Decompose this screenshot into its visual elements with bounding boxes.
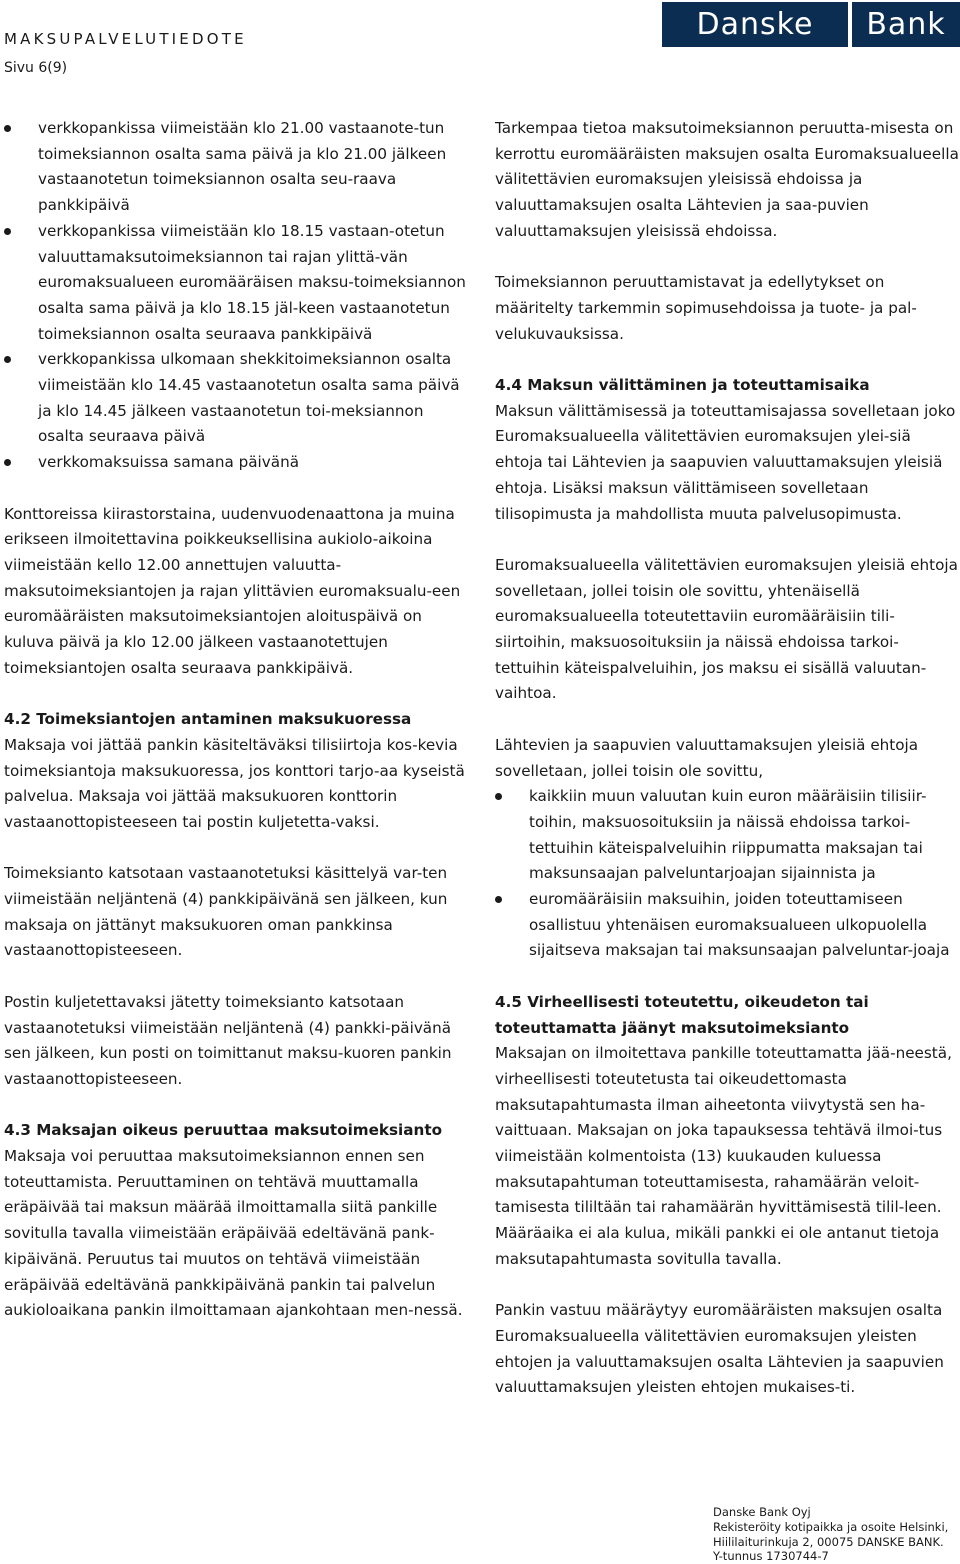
- paragraph: Pankin vastuu määräytyy euromääräisten maksujen osalta Euromaksualueella välitettävien euromaksujen yleisten ehtojen ja valuuttamaksujen osalta Lähtevien ja saapuvien valuuttamaksujen yleisten ehtojen mukaises-ti.: [495, 1301, 944, 1397]
- right-column: [495, 116, 959, 1401]
- paragraph: Tarkempaa tietoa maksutoimeksiannon peruutta-misesta on kerrottu euromääräisten maksujen osalta Euromaksualueella välitettävien euromaksujen yleisissä ehdoissa ja valuuttamaksujen osalta Lähtevien ja saa-puvien valuuttamaksujen yleisissä ehdoissa.: [495, 119, 959, 240]
- section-heading-4-3: 4.3 Maksajan oikeus peruuttaa maksutoimeksianto: [4, 1121, 443, 1140]
- paragraph: Postin kuljetettavaksi jätetty toimeksianto katsotaan vastaanotetuksi viimeistään neljäntenä (4) pankki-päivänä sen jälkeen, kun posti on toimittanut maksu-kuoren pankin vastaanottopisteeseen.: [4, 992, 452, 1088]
- page-footer: [713, 1505, 960, 1564]
- paragraph: Lähtevien ja saapuvien valuuttamaksujen yleisiä ehtoja sovelletaan, jollei toisin ole sovittu,: [495, 735, 919, 780]
- section-heading-4-2: 4.2 Toimeksiantojen antaminen maksukuoressa: [4, 710, 412, 729]
- paragraph: Toimeksiannon peruuttamistavat ja edellytykset on määritelty tarkemmin sopimusehdoissa ja tuote- ja pal-velukuvauksissa.: [495, 273, 917, 343]
- footer-line: Y-tunnus 1730744-7: [713, 1549, 829, 1564]
- paragraph: Maksun välittämisessä ja toteuttamisajassa sovelletaan joko Euromaksualueella välitettävien euromaksujen ylei-siä ehtoja tai Lähtevien ja saapuvien valuuttamaksujen yleisiä ehtoja. Lisäksi maksun välittämiseen sovelletaan tilisopimusta ja mahdollista muuta palvelusopimusta.: [495, 401, 956, 523]
- cutoff-time-list: [4, 116, 474, 476]
- paragraph: Konttoreissa kiirastorstaina, uudenvuodenaattona ja muina erikseen ilmoitettavina poikkeuksellisina aukiolo-aikoina viimeistään kello 12.00 annettujen valuutta-maksutoimeksiantojen ja rajan ylittävien euromaksualu-een euromääräisten maksutoimeksiantojen aloituspäivä on kuluva päivä ja klo 12.00 jälkeen vastaanotettujen toimeksiantojen osalta seuraava pankkipäivä.: [4, 504, 461, 677]
- list-item: verkkopankissa viimeistään klo 21.00 vastaanote-tun toimeksiannon osalta sama päivä ja klo 21.00 jälkeen vastaanotetun toimeksiannon osalta seu-raava pankkipäivä: [4, 116, 474, 219]
- footer-company: Danske Bank Oyj: [713, 1505, 811, 1519]
- paragraph: Maksaja voi jättää pankin käsiteltäväksi tilisiirtoja kos-kevia toimeksiantoja maksukuoressa, jos konttori tarjo-aa kyseistä palvelua. Maksaja voi jättää maksukuoren konttorin vastaanottopisteeseen tai postin kuljetetta-vaksi.: [4, 735, 465, 831]
- list-item: verkkopankissa viimeistään klo 18.15 vastaan-otetun valuuttamaksutoimeksiannon tai rajan ylittä-vän euromaksualueen euromääräisen maksu-toimeksiannon osalta sama päivä ja klo 18.15 jäl-keen vastaanotetun toimeksiannon osalta seuraava pankkipäivä: [4, 219, 474, 348]
- logo-bank-block: Bank: [852, 2, 960, 47]
- rules-scope-list: [495, 784, 959, 964]
- paragraph: Toimeksianto katsotaan vastaanotetuksi käsittelyä var-ten viimeistään neljäntenä (4) pankkipäivänä sen jälkeen, kun maksaja on jättänyt maksukuoren oman pankkinsa vastaanottopisteeseen.: [4, 864, 448, 960]
- section-heading-4-5: [495, 990, 959, 1041]
- section-heading-line: 4.5 Virheellisesti toteutettu, oikeudeton tai: [495, 992, 869, 1011]
- paragraph: Maksaja voi peruuttaa maksutoimeksiannon ennen sen toteuttamista. Peruuttaminen on tehtävä muuttamalla eräpäivää tai maksun määrää ilmoittamalla siitä pankille sovitulla tavalla viimeistään eräpäivää edeltävänä pank-kipäivänä. Peruutus tai muutos on tehtävä viimeistään eräpäivää edeltävänä pankkipäivänä pankin tai palvelun aukioloaikana pankin ilmoittamaan ajankohtaan men-nessä.: [4, 1147, 463, 1320]
- left-column: [4, 116, 474, 1324]
- section-heading-4-4: 4.4 Maksun välittäminen ja toteuttamisaika: [495, 376, 870, 394]
- logo-danske-block: Danske: [662, 2, 848, 47]
- list-item: kaikkiin muun valuutan kuin euron määräisiin tilisiir-toihin, maksuosoituksiin ja näissä ehdoissa tarkoi-tettuihin käteispalveluihin riippumatta maksajan tai maksunsaajan palveluntarjoajan sijainnista ja: [495, 784, 959, 887]
- footer-line: Rekisteröity kotipaikka ja osoite Helsinki,: [713, 1519, 949, 1534]
- danske-bank-logo: [662, 2, 960, 47]
- list-item: verkkopankissa ulkomaan shekkitoimeksiannon osalta viimeistään klo 14.45 vastaanotetun osalta sama päivä ja klo 14.45 jälkeen vastaanotetun toi-meksiannon osalta seuraava päivä: [4, 347, 474, 450]
- footer-line: Hiililaiturinkuja 2, 00075 DANSKE BANK.: [713, 1534, 944, 1549]
- list-item: verkkomaksuissa samana päivänä: [4, 450, 474, 476]
- paragraph: Euromaksualueella välitettävien euromaksujen yleisiä ehtoja sovelletaan, jollei toisin ole sovittu, yhtenäisellä euromaksualueella toteutettaviin euromääräisiin tili-siirtoihin, maksuosoituksiin ja näissä ehdoissa tarkoi-tettuihin käteispalveluihin, jos maksu ei sisällä valuutan-vaihtoa.: [495, 555, 958, 703]
- section-heading-line: toteuttamatta jäänyt maksutoimeksianto: [495, 1018, 850, 1037]
- list-item: euromääräisiin maksuihin, joiden toteuttamiseen osallistuu yhtenäisen euromaksualueen ulkopuolella sijaitseva maksajan tai maksunsaajan palveluntar-joaja: [495, 887, 959, 964]
- paragraph: Maksajan on ilmoitettava pankille toteuttamatta jää-neestä, virheellisesti toteutetusta tai oikeudettomasta maksutapahtumasta ilman aiheetonta viivytystä sen ha-vaittuaan. Maksajan on joka tapauksessa tehtävä ilmoi-tus viimeistään kolmentoista (13) kuukauden kuluessa maksutapahtuman toteuttamisesta, rahamäärän veloit-tamisesta tililtään tai rahamäärän hyvittämisestä tilil-leen. Määräaika ei ala kulua, mikäli pankki ei ole antanut tietoja maksutapahtumasta sovitulla tavalla.: [495, 1044, 952, 1268]
- document-title: MAKSUPALVELUTIEDOTE: [4, 30, 247, 48]
- page-number: Sivu 6(9): [4, 60, 68, 76]
